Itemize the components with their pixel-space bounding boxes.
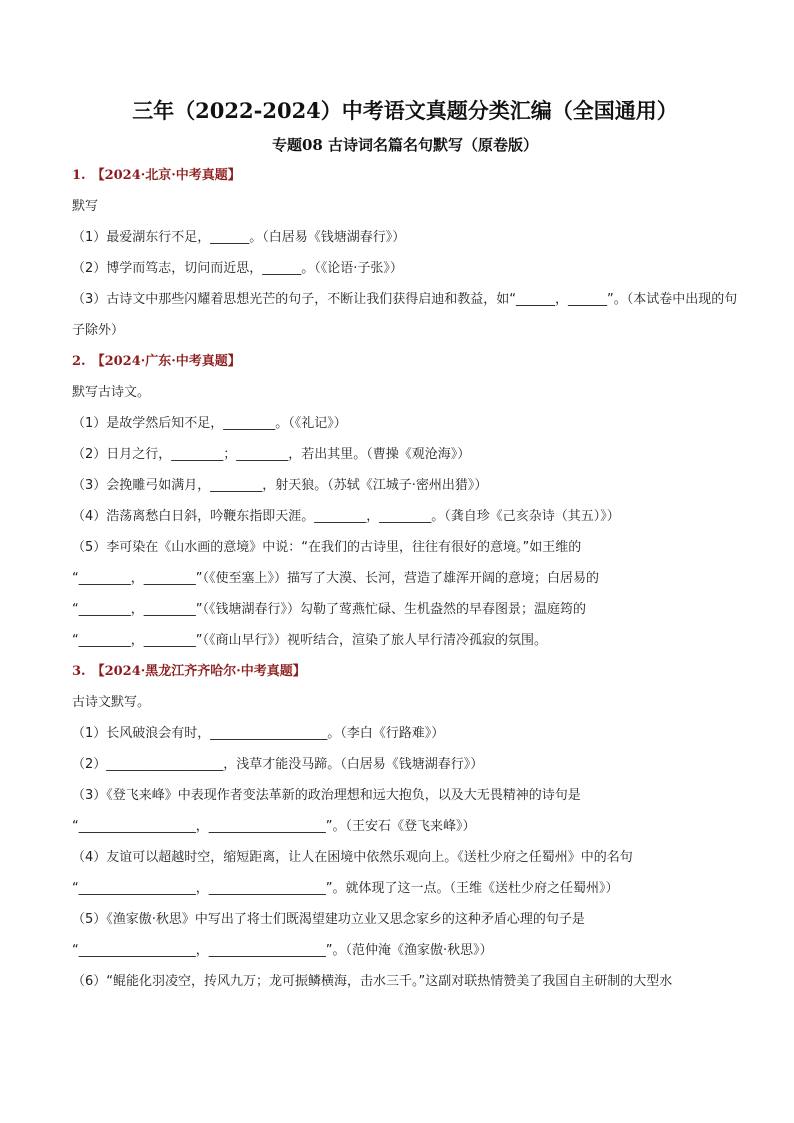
question-instruction: 默写古诗文。 <box>72 385 151 400</box>
question-number: 1. <box>72 168 86 183</box>
question-source: 【2024·北京·中考真题】 <box>91 168 241 183</box>
question-source: 【2024·广东·中考真题】 <box>91 354 241 369</box>
question-line: “________，________”（《钱塘湖春行》）勾勒了莺燕忙碌、生机盎然的早春图景；温庭筠的 <box>72 602 586 617</box>
question-number: 2. <box>72 354 86 369</box>
question-header <box>72 656 738 687</box>
question-line: （1）长风破浪会有时，__________________。（李白《行路难》） <box>72 726 445 741</box>
question-line: “__________________，__________________”。（范仲淹《渔家傲·秋思》） <box>72 943 493 958</box>
question-line: （1）是故学然后知不足，________。（《礼记》） <box>72 416 347 431</box>
question-line: （3）古诗文中那些闪耀着思想光芒的句子，不断让我们获得启迪和教益，如“______，______”。（本试卷中出现的句子除外） <box>72 292 738 338</box>
question-line: （3）会挽雕弓如满月，________，射天狼。（苏轼《江城子·密州出猎》） <box>72 478 488 493</box>
question-1 <box>72 160 738 346</box>
question-number: 3. <box>72 664 86 679</box>
question-line: “________，________”（《商山早行》）视听结合，渲染了旅人早行清冷孤寂的氛围。 <box>72 633 547 648</box>
question-line: （4）浩荡离愁白日斜，吟鞭东指即天涯。________，________。（龚自珍《己亥杂诗（其五）》） <box>72 509 620 524</box>
question-line: （2）__________________，浅草才能没马蹄。（白居易《钱塘湖春行》） <box>72 757 484 772</box>
question-line: （6）“鲲能化羽凌空，抟风九万；龙可振鳞横海，击水三千。”这副对联热情赞美了我国自主研制的大型水 <box>72 974 673 989</box>
question-line: （3）《登飞来峰》中表现作者变法革新的政治理想和远大抱负，以及大无畏精神的诗句是 <box>72 788 581 803</box>
question-header <box>72 160 738 191</box>
question-line: （4）友谊可以超越时空，缩短距离，让人在困境中依然乐观向上。《送杜少府之任蜀州》中的名句 <box>72 850 633 865</box>
document-subtitle: 专题08 古诗词名篇名句默写（原卷版） <box>271 136 539 154</box>
question-line: “__________________，__________________”。就体现了这一点。（王维《送杜少府之任蜀州》） <box>72 881 619 896</box>
question-2 <box>72 346 738 656</box>
question-line: “________，________”（《使至塞上》）描写了大漠、长河，营造了雄浑开阔的意境；白居易的 <box>72 571 599 586</box>
document-title: 三年（2022-2024）中考语文真题分类汇编（全国通用） <box>132 98 678 123</box>
question-line: （5）《渔家傲·秋思》中写出了将士们既渴望建功立业又思念家乡的这种矛盾心理的句子是 <box>72 912 585 927</box>
question-line: （2）日月之行，________；________，若出其里。（曹操《观沧海》） <box>72 447 471 462</box>
question-3 <box>72 656 738 997</box>
question-line: （2）博学而笃志，切问而近思，______。（《论语·子张》） <box>72 261 403 276</box>
question-header <box>72 346 738 377</box>
question-line: （5）李可染在《山水画的意境》中说：“在我们的古诗里，往往有很好的意境。”如王维的 <box>72 540 582 555</box>
question-line: （1）最爱湖东行不足，______。（白居易《钱塘湖春行》） <box>72 230 406 245</box>
question-instruction: 默写 <box>72 199 99 214</box>
question-source: 【2024·黑龙江齐齐哈尔·中考真题】 <box>91 664 306 679</box>
question-line: “__________________，__________________”。（王安石《登飞来峰》） <box>72 819 476 834</box>
question-instruction: 古诗文默写。 <box>72 695 151 710</box>
